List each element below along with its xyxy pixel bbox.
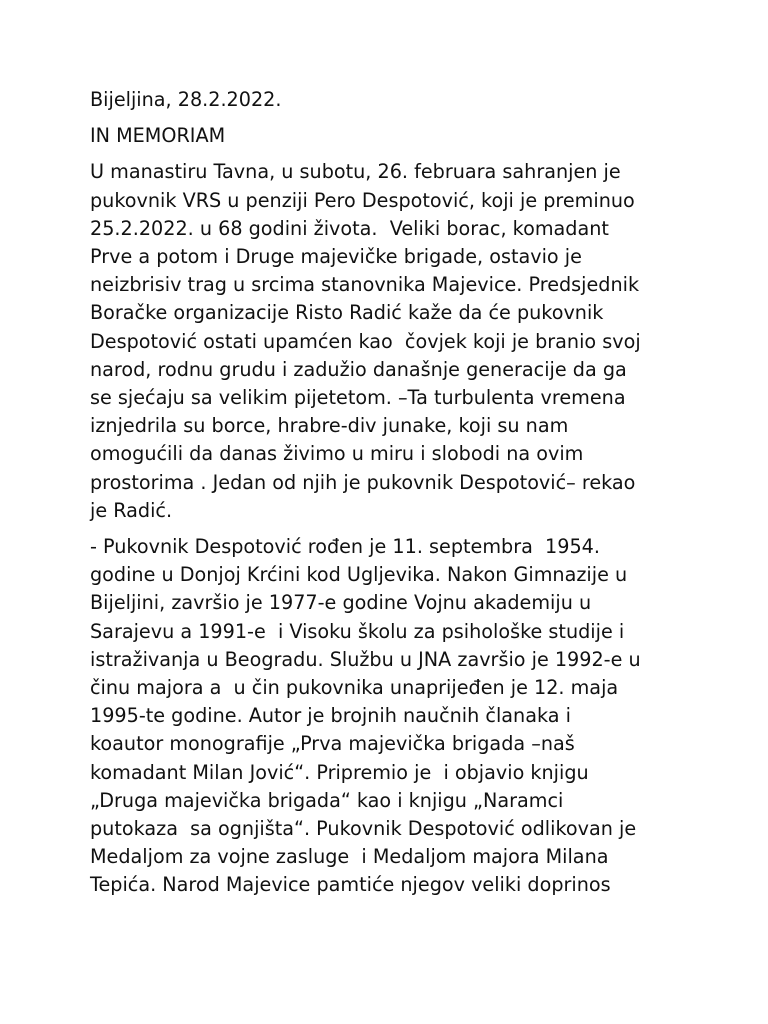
paragraph-line: neizbrisiv trag u srcima stanovnika Majevice. Predsjednik xyxy=(90,273,640,297)
paragraph-line: istraživanja u Beogradu. Službu u JNA završio je 1992-e u xyxy=(90,647,641,671)
paragraph-line: Medaljom za vojne zasluge i Medaljom majora Milana xyxy=(90,845,609,869)
paragraph-2 xyxy=(90,533,660,900)
paragraph-line: „Druga majevička brigada“ kao i knjigu „Naramci xyxy=(90,788,564,812)
paragraph-gap xyxy=(90,150,660,158)
heading: IN MEMORIAM xyxy=(90,124,226,148)
paragraph-line: prostorima . Jedan od njih je pukovnik Despotović– rekao xyxy=(90,470,636,494)
paragraph-line: koautor monografije „Prva majevička brigada –naš xyxy=(90,732,575,756)
paragraph-1 xyxy=(90,158,660,525)
paragraph-line: činu majora a u čin pukovnika unaprijeđen je 12. maja xyxy=(90,676,619,700)
paragraph-line: narod, rodnu grudu i zadužio današnje generacije da ga xyxy=(90,357,627,381)
paragraph-line: Boračke organizacije Risto Radić kaže da će pukovnik xyxy=(90,301,604,325)
paragraph-gap xyxy=(90,525,660,533)
paragraph-line: U manastiru Tavna, u subotu, 26. februara sahranjen je xyxy=(90,160,621,184)
paragraph-line: Prve a potom i Druge majevičke brigade, ostavio je xyxy=(90,245,582,269)
paragraph-line: iznjedrila su borce, hrabre-div junake, koji su nam xyxy=(90,414,569,438)
date-line: Bijeljina, 28.2.2022. xyxy=(90,88,282,111)
paragraph-line: 1995-te godine. Autor je brojnih naučnih članaka i xyxy=(90,704,571,728)
paragraph-line: Tepića. Narod Majevice pamtiće njegov veliki doprinos xyxy=(90,873,611,897)
paragraph-line: putokaza sa ognjišta“. Pukovnik Despotović odlikovan je xyxy=(90,817,637,841)
paragraph-line: pukovnik VRS u penziji Pero Despotović, koji je preminuo xyxy=(90,188,635,212)
paragraph-line: - Pukovnik Despotović rođen je 11. septembra 1954. xyxy=(90,535,600,559)
paragraph-line: je Radić. xyxy=(90,498,173,522)
paragraph-line: komadant Milan Jović“. Pripremio je i objavio knjigu xyxy=(90,760,589,784)
paragraph-gap xyxy=(90,114,660,122)
paragraph-line: omogućili da danas živimo u miru i slobodi na ovim xyxy=(90,442,584,466)
paragraph-line: Bijeljini, završio je 1977-e godine Vojnu akademiju u xyxy=(90,591,592,615)
paragraph-line: se sjećaju sa velikim pijetetom. –Ta turbulenta vremena xyxy=(90,386,626,410)
paragraph-line: Despotović ostati upamćen kao čovjek koji je branio svoj xyxy=(90,329,641,353)
document-body xyxy=(90,86,660,900)
paragraph-line: 25.2.2022. u 68 godini života. Veliki borac, komadant xyxy=(90,216,609,240)
paragraph-line: godine u Donjoj Krćini kod Ugljevika. Nakon Gimnazije u xyxy=(90,563,628,587)
paragraph-line: Sarajevu a 1991-e i Visoku školu za psihološke studije i xyxy=(90,619,625,643)
